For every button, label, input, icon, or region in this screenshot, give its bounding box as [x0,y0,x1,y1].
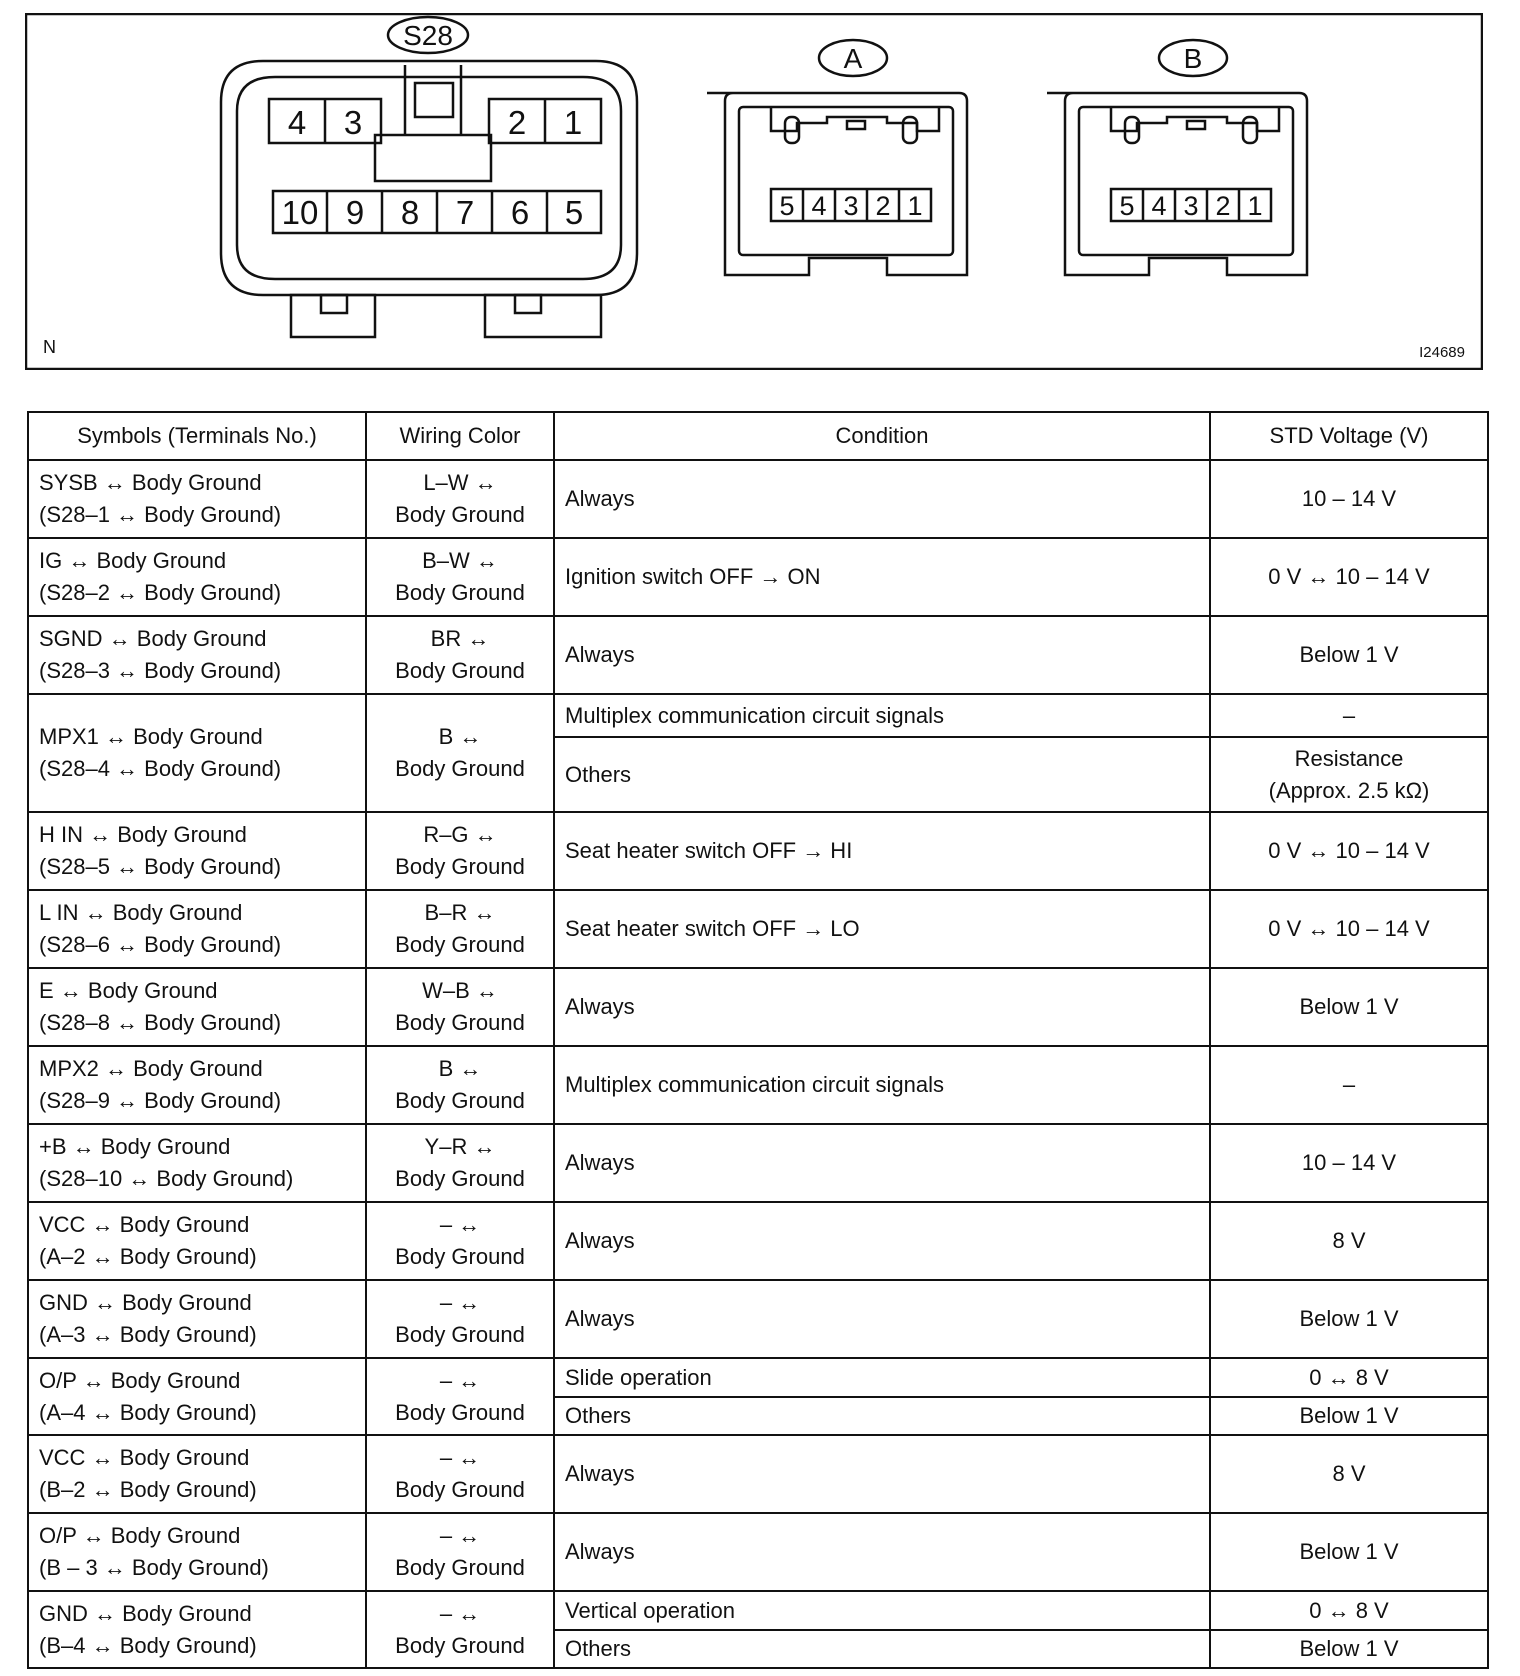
b-pin-label: 5 [1119,191,1135,221]
wiring-cell [366,1513,554,1591]
wiring-color-text: B–W ↔ [422,548,498,573]
wiring-color-text: L–W ↔ [423,470,497,495]
symbol-cell [28,616,366,694]
std-voltage-cell: 0 ↔ 8 V [1210,1358,1488,1397]
terminal-text: (S28–3 ↔ Body Ground) [39,658,282,683]
std-voltage-cell: 8 V [1210,1202,1488,1280]
condition-cell: Ignition switch OFF → ON [554,538,1210,616]
b-pin-label: 2 [1215,191,1231,221]
a-pin-label: 2 [875,191,891,221]
s28-pin-label: 6 [510,194,530,231]
corner-mark: N [43,337,56,357]
symbol-cell [28,890,366,968]
terminal-text: (S28–9 ↔ Body Ground) [39,1088,282,1113]
condition-cell: Seat heater switch OFF → HI [554,812,1210,890]
table-row [28,1280,1488,1358]
std-voltage-cell: Below 1 V [1210,616,1488,694]
s28-label: S28 [403,20,453,51]
a-pin-label: 1 [907,191,923,221]
terminal-text: (A–4 ↔ Body Ground) [39,1399,257,1425]
wiring-color-text: – ↔ [439,1600,481,1626]
condition-cell: Always [554,460,1210,538]
table-row [28,1435,1488,1513]
terminal-text: (B – 3 ↔ Body Ground) [39,1555,269,1580]
symbol-text: GND ↔ Body Ground [39,1600,252,1626]
condition-cell: Always [554,1124,1210,1202]
wiring-ground-text: Body Ground [395,756,525,781]
condition-cell: Always [554,1202,1210,1280]
wiring-cell [366,460,554,538]
condition-cell: Always [554,1435,1210,1513]
header-wiring-color: Wiring Color [366,412,554,460]
std-voltage-cell: Below 1 V [1210,1630,1488,1668]
std-voltage-note: (Approx. 2.5 kΩ) [1268,777,1430,803]
symbol-text: H IN ↔ Body Ground [39,822,247,847]
terminal-text: (S28–2 ↔ Body Ground) [39,580,282,605]
wiring-ground-text: Body Ground [395,1477,525,1502]
table-row [28,1202,1488,1280]
terminal-voltage-table [27,411,1489,1669]
table-row [28,616,1488,694]
wiring-ground-text: Body Ground [395,932,525,957]
a-pin-label: 5 [779,191,795,221]
terminal-text: (S28–8 ↔ Body Ground) [39,1010,282,1035]
terminal-text: (S28–6 ↔ Body Ground) [39,932,282,957]
terminal-text: (A–3 ↔ Body Ground) [39,1322,257,1347]
table-row [28,694,1488,737]
std-voltage-cell [1210,737,1488,812]
table-row [28,1513,1488,1591]
b-label: B [1183,43,1203,74]
wiring-cell [366,890,554,968]
table-row [28,1591,1488,1630]
wiring-cell [366,1124,554,1202]
header-condition: Condition [554,412,1210,460]
symbol-text: IG ↔ Body Ground [39,548,227,573]
symbol-cell [28,1046,366,1124]
condition-cell: Always [554,616,1210,694]
figure-id: I24689 [1419,344,1465,361]
table-row [28,1046,1488,1124]
std-voltage-text: Resistance [1294,745,1404,771]
s28-pin-label: 5 [564,194,584,231]
connector-diagram [25,13,1483,370]
symbol-cell [28,460,366,538]
a-label: A [843,43,863,74]
symbol-cell [28,1513,366,1591]
symbol-text: SGND ↔ Body Ground [39,626,267,651]
wiring-cell [366,968,554,1046]
condition-cell: Multiplex communication circuit signals [554,1046,1210,1124]
table-row [28,538,1488,616]
table-row [28,1124,1488,1202]
wiring-ground-text: Body Ground [395,1399,525,1425]
diagram-frame [26,14,1482,369]
wiring-ground-text: Body Ground [395,1088,525,1113]
wiring-ground-text: Body Ground [395,1244,525,1269]
terminal-text: (B–2 ↔ Body Ground) [39,1477,257,1502]
std-voltage-cell: 10 – 14 V [1210,460,1488,538]
condition-cell: Others [554,1397,1210,1435]
symbol-cell [28,968,366,1046]
table-row [28,890,1488,968]
wiring-color-text: – ↔ [439,1290,481,1315]
table-row [28,1358,1488,1397]
symbol-text: SYSB ↔ Body Ground [39,470,262,495]
table-row [28,968,1488,1046]
condition-cell: Slide operation [554,1358,1210,1397]
terminal-text: (A–2 ↔ Body Ground) [39,1244,257,1269]
wiring-ground-text: Body Ground [395,502,525,527]
b-pin-label: 3 [1183,191,1199,221]
wiring-ground-text: Body Ground [395,1555,525,1580]
wiring-ground-text: Body Ground [395,1010,525,1035]
wiring-color-text: Y–R ↔ [424,1134,496,1159]
std-voltage-cell: 10 – 14 V [1210,1124,1488,1202]
table-header-row [28,412,1488,460]
wiring-color-text: – ↔ [439,1523,481,1548]
header-std-voltage: STD Voltage (V) [1210,412,1488,460]
wiring-cell [366,1046,554,1124]
a-pin-label: 3 [843,191,859,221]
wiring-ground-text: Body Ground [395,1632,525,1658]
std-voltage-cell: Below 1 V [1210,1513,1488,1591]
symbol-text: +B ↔ Body Ground [39,1134,231,1159]
wiring-color-text: – ↔ [439,1212,481,1237]
condition-cell: Always [554,968,1210,1046]
wiring-color-text: BR ↔ [430,626,490,651]
wiring-color-text: B ↔ [438,1056,482,1081]
std-voltage-cell: Below 1 V [1210,968,1488,1046]
header-symbols: Symbols (Terminals No.) [28,412,366,460]
std-voltage-cell: Below 1 V [1210,1397,1488,1435]
s28-pin-label: 10 [281,194,319,231]
a-pin-label: 4 [811,191,827,221]
terminal-text: (S28–4 ↔ Body Ground) [39,756,282,781]
wiring-color-text: B–R ↔ [424,900,496,925]
std-voltage-cell: 0 V ↔ 10 – 14 V [1210,812,1488,890]
symbol-text: GND ↔ Body Ground [39,1290,252,1315]
wiring-cell [366,812,554,890]
wiring-ground-text: Body Ground [395,1166,525,1191]
wiring-color-text: – ↔ [439,1367,481,1393]
symbol-text: VCC ↔ Body Ground [39,1212,250,1237]
symbol-cell [28,1358,366,1435]
wiring-cell [366,616,554,694]
symbol-cell [28,538,366,616]
wiring-cell [366,1435,554,1513]
symbol-text: O/P ↔ Body Ground [39,1367,241,1393]
terminal-text: (S28–10 ↔ Body Ground) [39,1166,294,1191]
symbol-cell [28,694,366,812]
condition-cell: Vertical operation [554,1591,1210,1630]
s28-pin-label: 7 [455,194,475,231]
terminal-text: (B–4 ↔ Body Ground) [39,1632,257,1658]
b-pin-label: 1 [1247,191,1263,221]
wiring-cell [366,1202,554,1280]
wiring-color-text: W–B ↔ [422,978,498,1003]
symbol-cell [28,1202,366,1280]
symbol-cell [28,1124,366,1202]
s28-pin-label: 8 [400,194,420,231]
symbol-cell [28,1435,366,1513]
wiring-cell [366,694,554,812]
wiring-color-text: R–G ↔ [423,822,497,847]
symbol-text: O/P ↔ Body Ground [39,1523,241,1548]
wiring-ground-text: Body Ground [395,854,525,879]
std-voltage-cell: – [1210,1046,1488,1124]
condition-cell: Seat heater switch OFF → LO [554,890,1210,968]
symbol-text: E ↔ Body Ground [39,978,218,1003]
s28-pin-label: 9 [345,194,365,231]
wiring-ground-text: Body Ground [395,658,525,683]
std-voltage-cell: Below 1 V [1210,1280,1488,1358]
symbol-cell [28,1591,366,1668]
table-row [28,812,1488,890]
wiring-cell [366,1280,554,1358]
b-pin-label: 4 [1151,191,1167,221]
std-voltage-cell: – [1210,694,1488,737]
terminal-text: (S28–5 ↔ Body Ground) [39,854,282,879]
std-voltage-cell: 0 V ↔ 10 – 14 V [1210,538,1488,616]
s28-pin-label: 1 [563,104,583,141]
s28-pin-label: 3 [343,104,363,141]
symbol-cell [28,812,366,890]
symbol-text: VCC ↔ Body Ground [39,1445,250,1470]
condition-cell: Always [554,1280,1210,1358]
condition-cell: Others [554,737,1210,812]
symbol-cell [28,1280,366,1358]
wiring-color-text: – ↔ [439,1445,481,1470]
std-voltage-cell: 8 V [1210,1435,1488,1513]
condition-cell: Multiplex communication circuit signals [554,694,1210,737]
symbol-text: L IN ↔ Body Ground [39,900,243,925]
std-voltage-cell: 0 ↔ 8 V [1210,1591,1488,1630]
wiring-cell [366,1591,554,1668]
std-voltage-cell: 0 V ↔ 10 – 14 V [1210,890,1488,968]
condition-cell: Always [554,1513,1210,1591]
wiring-cell [366,1358,554,1435]
wiring-cell [366,538,554,616]
wiring-ground-text: Body Ground [395,580,525,605]
connector-diagram-svg [25,13,1483,370]
wiring-ground-text: Body Ground [395,1322,525,1347]
s28-pin-label: 2 [507,104,527,141]
table-row [28,460,1488,538]
symbol-text: MPX1 ↔ Body Ground [39,724,263,749]
wiring-color-text: B ↔ [438,724,482,749]
condition-cell: Others [554,1630,1210,1668]
symbol-text: MPX2 ↔ Body Ground [39,1056,263,1081]
s28-pin-label: 4 [287,104,307,141]
terminal-text: (S28–1 ↔ Body Ground) [39,502,282,527]
